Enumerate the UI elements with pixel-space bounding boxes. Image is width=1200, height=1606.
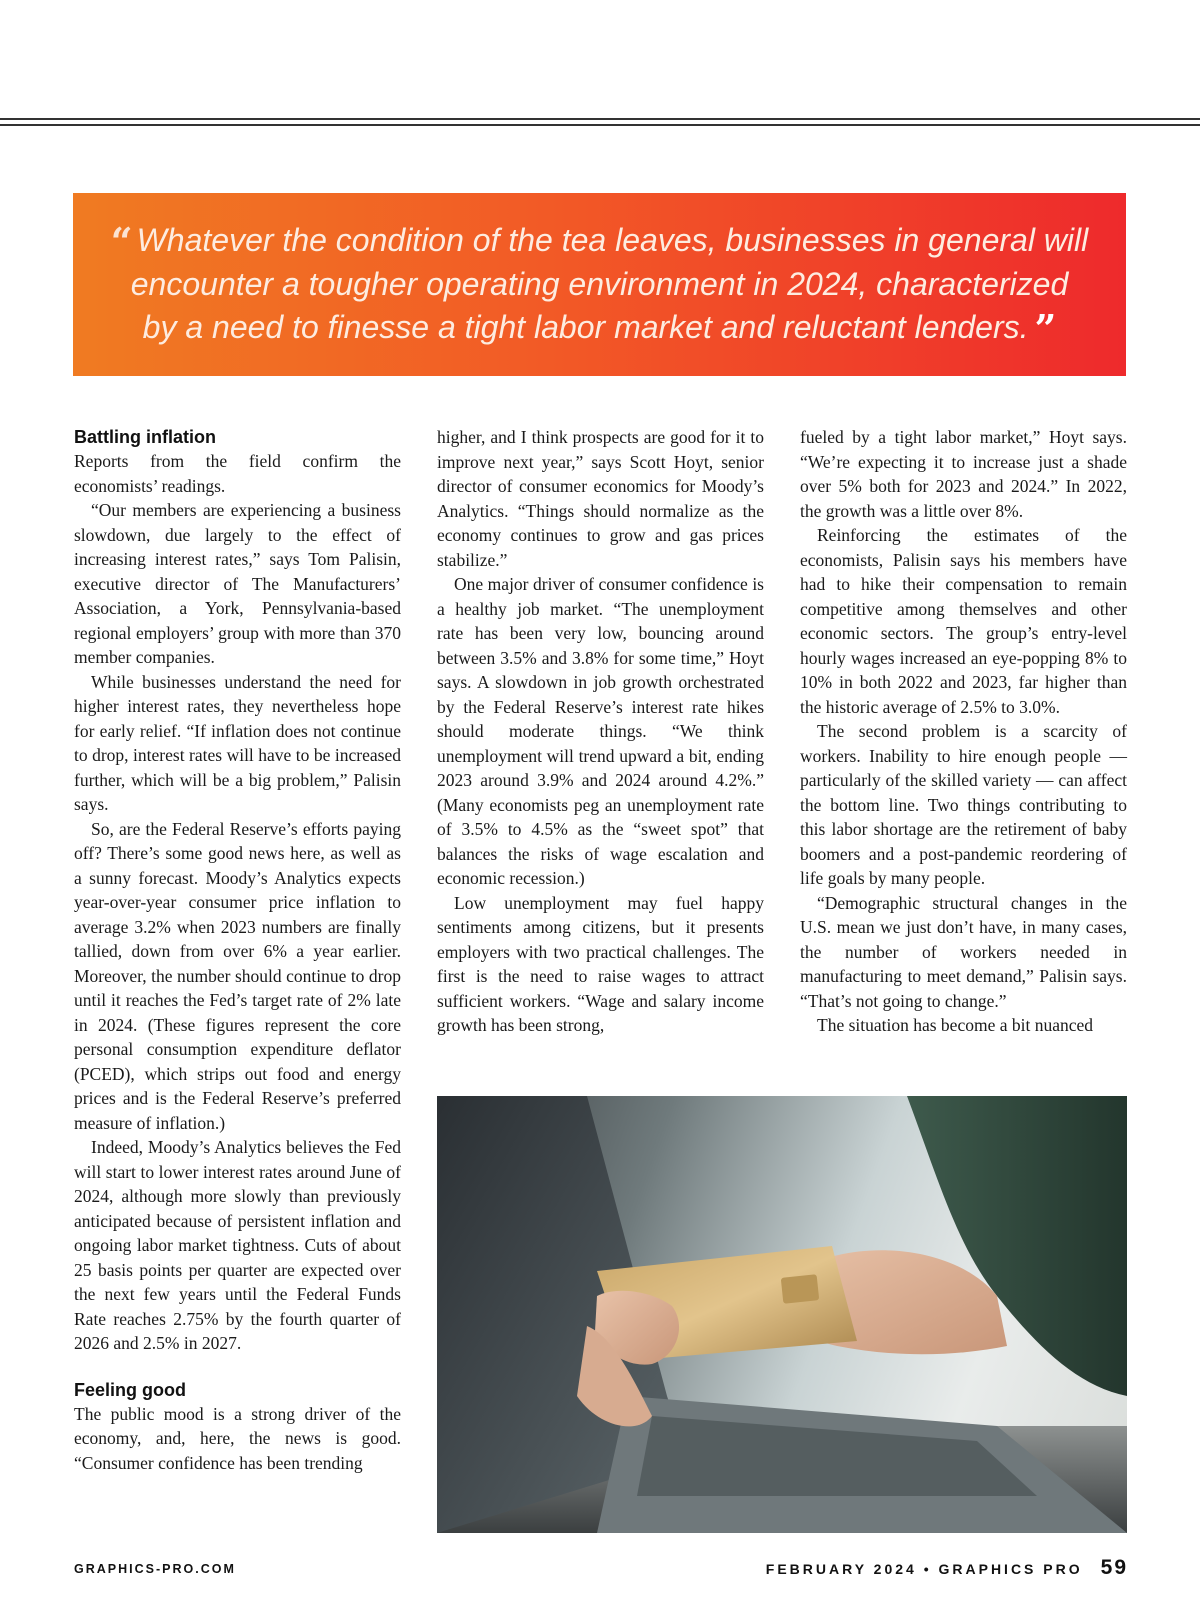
section-heading-battling-inflation: Battling inflation xyxy=(74,427,216,447)
section-heading-feeling-good: Feeling good xyxy=(74,1379,186,1400)
paragraph: Low unemployment may fuel happy sentiments among citizens, but it presents employers with two practical challenges. The first is the need to raise wages to attract sufficient workers. “Wage and salary income growth has been strong, xyxy=(437,892,764,1035)
pull-quote-text-1: Whatever the condition of the tea leaves, businesses in general will xyxy=(136,222,1089,258)
paragraph: higher, and I think prospects are good for it to improve next year,” says Scott Hoyt, senior director of consumer economics for Moody’s Analytics. “Things should normalize as the economy continues to grow and gas prices stabilize.” xyxy=(437,427,764,570)
paragraph: The situation has become a bit nuanced xyxy=(817,1015,1094,1035)
footer-issue: FEBRUARY 2024 • GRAPHICS PRO xyxy=(765,1561,1083,1577)
paragraph: One major driver of consumer confidence is a healthy job market. “The unemployment rate has been very low, bouncing around between 3.5% and 3.8% for some time,” Hoyt says. A slowdown in job growth orchestrated by the Federal Reserve’s interest rate hikes should moderate things. “We think unemployment will trend upward a bit, ending 2023 around 3.9% and 2024 around 4.2%.” (Many economists peg an unemployment rate of 3.5% to 4.5% as the “sweet spot” that balances the risks of wage escalation and economic recession.) xyxy=(437,574,764,888)
article-column-3 xyxy=(800,425,1127,1038)
paragraph: While businesses understand the need for higher interest rates, they nevertheless hope for early relief. “If inflation does not continue to drop, interest rates will have to be increased further, which will be a big problem,” Palisin says. xyxy=(74,671,401,814)
paragraph: Indeed, Moody’s Analytics believes the Fed will start to lower interest rates around June of 2024, although more slowly than previously anticipated because of persistent inflation and ongoing labor market tightness. Cuts of about 25 basis points per quarter are expected over the next few years until the Federal Funds Rate reaches 2.75% by the fourth quarter of 2026 and 2.5% in 2027. xyxy=(74,1137,401,1353)
footer-issue-info xyxy=(766,1556,1128,1580)
pull-quote-line-2: encounter a tougher operating environment in 2024, characterized xyxy=(130,266,1069,302)
article-column-2 xyxy=(437,425,764,1038)
paragraph: The second problem is a scarcity of workers. Inability to hire enough people — particularly of the skilled variety — can affect the bottom line. Two things contributing to this labor shortage are the retirement of baby boomers and a post-pandemic reordering of life goals by many people. xyxy=(800,721,1127,888)
pull-quote-text-3: by a need to finesse a tight labor market and reluctant lenders. xyxy=(142,309,1029,345)
paragraph: fueled by a tight labor market,” Hoyt says. “We’re expecting it to increase just a shade over 5% both for 2023 and 2024.” In 2022, the growth was a little over 8%. xyxy=(800,427,1127,521)
paragraph: The public mood is a strong driver of the economy, and, here, the news is good. “Consumer confidence has been trending xyxy=(74,1403,401,1473)
article-column-1 xyxy=(74,425,401,1475)
footer-website: GRAPHICS-PRO.COM xyxy=(74,1562,236,1576)
photo-illustration xyxy=(437,1096,1127,1533)
page-number: 59 xyxy=(1100,1556,1128,1579)
paragraph: Reports from the field confirm the economists’ readings. xyxy=(74,451,401,496)
card-chip xyxy=(781,1274,820,1304)
header-double-rule xyxy=(0,118,1200,126)
paragraph: “Demographic structural changes in the U.S. mean we just don’t have, in many cases, the number of workers needed in manufacturing to meet demand,” Palisin says. “That’s not going to change.” xyxy=(800,892,1127,1011)
paragraph: “Our members are experiencing a business slowdown, due largely to the effect of increasing interest rates,” says Tom Palisin, executive director of The Manufacturers’ Association, a York, Pennsylvania-based regional employers’ group with more than 370 member companies. xyxy=(74,500,401,667)
pull-quote xyxy=(73,193,1126,376)
paragraph: So, are the Federal Reserve’s efforts paying off? There’s some good news here, as well as a sunny forecast. Moody’s Analytics expects year-over-year consumer price inflation to average 3.2% when 2023 numbers are finally tallied, down from over 6% a year earlier. Moreover, the number should continue to drop until it reaches the Fed’s target rate of 2% late in 2024. (These figures represent the core personal consumption expenditure deflator (PCED), which strips out food and energy prices and is the Federal Reserve’s preferred measure of inflation.) xyxy=(74,818,401,1133)
open-quote-icon: “ xyxy=(110,219,133,264)
paragraph: Reinforcing the estimates of the economists, Palisin says his members have had to hike their compensation to remain competitive among themselves and other economic sectors. The group’s entry-level hourly wages increased an eye-popping 8% to 10% in both 2022 and 2023, far higher than the historic average of 2.5% to 3.0%. xyxy=(800,525,1127,717)
pull-quote-line-3 xyxy=(143,306,1057,350)
pull-quote-line-1 xyxy=(111,219,1089,263)
close-quote-icon: ” xyxy=(1034,306,1057,351)
photo-credit-card-laptop xyxy=(437,1096,1127,1533)
